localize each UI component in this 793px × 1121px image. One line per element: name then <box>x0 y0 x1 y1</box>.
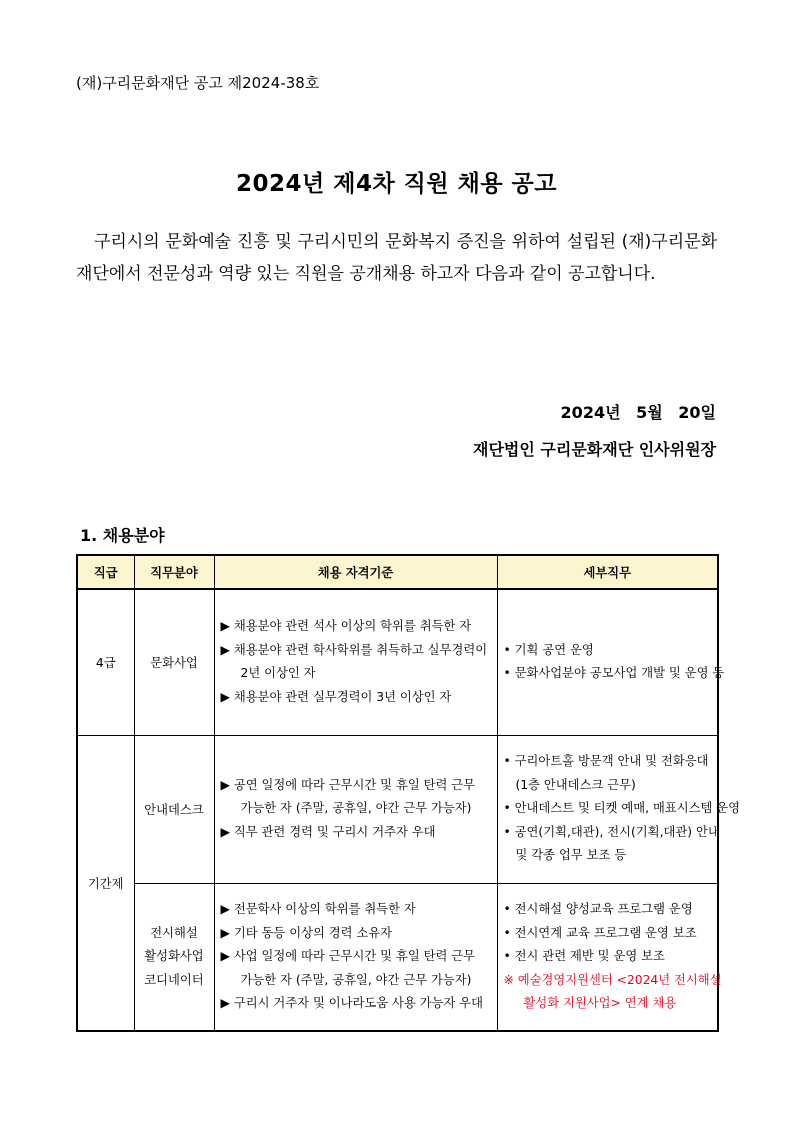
duty-line: • 구리아트홀 방문객 안내 및 전화응대 <box>503 754 709 769</box>
criteria-line: 가능한 자 (주말, 공휴일, 야간 근무 가능자) <box>240 972 472 987</box>
criteria-line: ▶ 사업 일정에 따라 근무시간 및 휴일 탄력 근무 <box>220 949 476 963</box>
criteria-line: ▶ 채용분야 관련 학사학위를 취득하고 실무경력이 <box>220 642 488 657</box>
section-title: 1. 채용분야 <box>80 526 165 545</box>
criteria-cell <box>214 883 497 1031</box>
duty-line: • 안내데스트 및 티켓 예매, 매표시스템 운영 <box>503 801 741 816</box>
criteria-line: ▶ 전문학사 이상의 학위를 취득한 자 <box>220 902 416 916</box>
field-cell: 문화사업 <box>134 589 214 735</box>
duty-line: (1층 안내데스크 근무) <box>515 777 636 792</box>
note-line: 활성화 지원사업> 연계 채용 <box>523 996 677 1010</box>
header-criteria: 채용 자격기준 <box>214 555 497 589</box>
table-header-row <box>77 555 718 589</box>
criteria-line: ▶ 구리시 거주자 및 이나라도움 사용 가능자 우대 <box>220 996 484 1010</box>
table-row <box>77 883 718 1031</box>
header-grade: 직급 <box>77 555 134 589</box>
field-cell <box>134 883 214 1031</box>
intro-paragraph <box>76 226 717 290</box>
table-row <box>77 735 718 883</box>
duty-line: • 전시해설 양성교육 프로그램 운영 <box>503 902 693 916</box>
duty-line: • 전시 관련 제반 및 운영 보조 <box>503 949 665 963</box>
field-cell: 안내데스크 <box>134 735 214 883</box>
criteria-line: ▶ 채용분야 관련 실무경력이 3년 이상인 자 <box>220 689 452 704</box>
grade-cell: 4급 <box>77 589 134 735</box>
duties-cell <box>497 589 725 735</box>
criteria-cell <box>214 735 497 883</box>
notice-number: (재)구리문화재단 공고 제2024-38호 <box>76 74 320 92</box>
criteria-line: 가능한 자 (주말, 공휴일, 야간 근무 가능자) <box>240 801 472 816</box>
grade-cell: 기간제 <box>77 735 134 1031</box>
header-field: 직무분야 <box>134 555 214 589</box>
announcement-date: 2024년 5월 20일 <box>560 403 716 422</box>
duty-line: 및 각종 업무 보조 등 <box>515 848 627 863</box>
note-line: ※ 예술경영지원센터 <2024년 전시해설 <box>503 972 722 987</box>
field-line: 활성화사업 <box>144 949 204 963</box>
duties-cell <box>497 735 741 883</box>
duty-line: • 공연(기획,대관), 전시(기획,대관) 안내 <box>503 824 720 839</box>
criteria-line: ▶ 채용분야 관련 석사 이상의 학위를 취득한 자 <box>220 619 472 634</box>
field-line: 전시해설 <box>150 925 198 940</box>
intro-text: 구리시의 문화예술 진흥 및 구리시민의 문화복지 증진을 위하여 설립된 (재)구리문화재단에서 전문성과 역량 있는 직원을 공개채용 하고자 다음과 같이 공고합니다. <box>76 232 717 284</box>
criteria-line: ▶ 직무 관련 경력 및 구리시 거주자 우대 <box>220 824 436 839</box>
criteria-line: ▶ 공연 일정에 따라 근무시간 및 휴일 탄력 근무 <box>220 777 476 792</box>
issuer: 재단법인 구리문화재단 인사위원장 <box>473 440 716 459</box>
duty-line: • 기획 공연 운영 <box>503 642 594 657</box>
header-duties: 세부직무 <box>497 555 718 589</box>
duty-line: • 문화사업분야 공모사업 개발 및 운영 등 <box>503 666 725 681</box>
criteria-cell <box>214 589 497 735</box>
table-row <box>77 589 718 735</box>
criteria-line: ▶ 기타 동등 이상의 경력 소유자 <box>220 925 393 940</box>
duties-cell <box>497 883 722 1031</box>
criteria-line: 2년 이상인 자 <box>240 666 316 681</box>
field-line: 코디네이터 <box>144 972 204 987</box>
page-title: 2024년 제4차 직원 채용 공고 <box>235 171 557 197</box>
duty-line: • 전시연계 교육 프로그램 운영 보조 <box>503 925 697 940</box>
recruitment-table <box>76 554 741 1032</box>
